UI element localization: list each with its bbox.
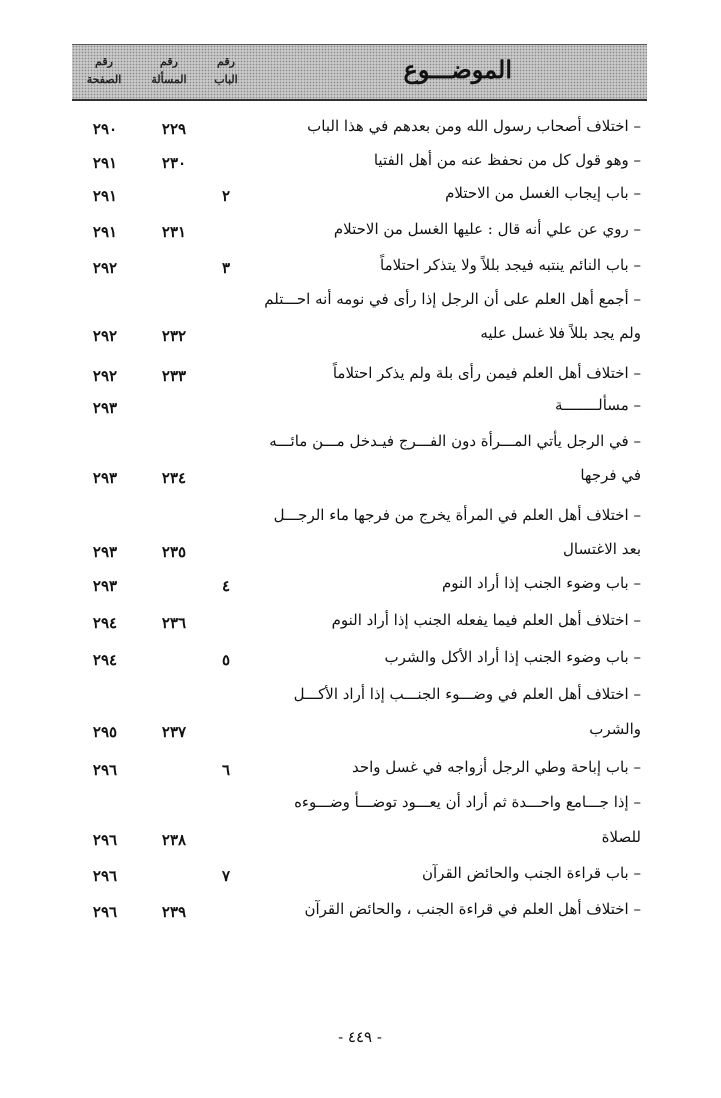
table-row	[72, 642, 647, 672]
topic-text: – اختلاف أهل العلم في وضـــوء الجنـــب إذا أراد الأكـــل	[293, 685, 641, 703]
issue-number: ٢٣٤	[161, 469, 187, 487]
header-chapter-label-2: الباب	[214, 73, 238, 86]
chapter-number: ٥	[221, 651, 231, 669]
page-ref: ٢٩١	[92, 187, 118, 205]
table-row	[72, 214, 647, 244]
table-row	[72, 568, 647, 598]
page-ref: ٢٩٢	[92, 367, 118, 385]
topic-text: بعد الاغتسال	[563, 540, 641, 558]
page-ref: ٢٩٤	[92, 651, 118, 669]
chapter-number: ٤	[221, 577, 231, 595]
issue-number: ٢٣٩	[161, 903, 187, 921]
table-row	[72, 284, 647, 314]
topic-text: – باب إيجاب الغسل من الاحتلام	[445, 184, 641, 202]
topic-text: – أجمع أهل العلم على أن الرجل إذا رأى في نومه أنه احـــتلم	[264, 290, 641, 308]
table-row	[72, 822, 647, 852]
chapter-number: ٣	[221, 259, 231, 277]
header-page-label-2: الصفحة	[86, 73, 122, 86]
table-row	[72, 318, 647, 348]
topic-text: – اختلاف أهل العلم فيما يفعله الجنب إذا أراد النوم	[331, 611, 641, 629]
header-chapter-column	[204, 53, 248, 89]
topic-text: والشرب	[589, 720, 641, 738]
page-ref: ٢٩٥	[92, 723, 118, 741]
topic-text: ولم يجد بللاً فلا غسل عليه	[480, 324, 641, 342]
topic-text: في فرجها	[580, 466, 641, 484]
issue-number: ٢٢٩	[161, 120, 187, 138]
table-row	[72, 500, 647, 530]
topic-text: – باب النائم ينتبه فيجد بللاً ولا يتذكر احتلاماً	[380, 256, 641, 274]
page-ref: ٢٩٦	[92, 867, 118, 885]
issue-number: ٢٣٨	[161, 831, 187, 849]
topic-text: – باب وضوء الجنب إذا أراد الأكل والشرب	[384, 648, 641, 666]
table-row	[72, 460, 647, 490]
chapter-number: ٧	[221, 867, 231, 885]
table-header	[72, 44, 647, 101]
header-title: الموضـــوع	[403, 55, 512, 84]
page-ref: ٢٩٣	[92, 543, 118, 561]
page-ref: ٢٩١	[92, 223, 118, 241]
topic-text: – اختلاف أهل العلم في المرأة يخرج من فرجها ماء الرجـــل	[273, 506, 641, 524]
table-row	[72, 679, 647, 709]
topic-text: – مسألــــــــة	[554, 396, 641, 414]
issue-number: ٢٣١	[161, 223, 187, 241]
page-ref: ٢٩٣	[92, 399, 118, 417]
issue-number: ٢٣٦	[161, 614, 187, 632]
header-issue-column	[138, 53, 200, 89]
issue-number: ٢٣٢	[161, 327, 187, 345]
table-row	[72, 390, 647, 420]
page-ref: ٢٩٦	[92, 831, 118, 849]
header-issue-label-2: المسألة	[151, 73, 187, 86]
chapter-number: ٦	[221, 761, 231, 779]
page-ref: ٢٩٢	[92, 259, 118, 277]
issue-number: ٢٣٠	[161, 154, 187, 172]
table-row	[72, 178, 647, 208]
page-ref: ٢٩١	[92, 154, 118, 172]
topic-text: – إذا جـــامع واحـــدة ثم أراد أن يعـــود توضـــأ وضـــوءه	[294, 793, 641, 811]
page-ref: ٢٩٦	[92, 903, 118, 921]
topic-text: – باب وضوء الجنب إذا أراد النوم	[441, 574, 641, 592]
table-row	[72, 787, 647, 817]
header-page-label-1: رقم	[95, 55, 113, 68]
topic-text: – في الرجل يأتي المـــرأة دون الفـــرج فيـدخل مـــن مائـــه	[269, 432, 641, 450]
topic-text: – باب إباحة وطي الرجل أزواجه في غسل واحد	[351, 758, 641, 776]
topic-text: – اختلاف أهل العلم فيمن رأى بلة ولم يذكر احتلاماً	[332, 364, 641, 382]
header-chapter-label-1: رقم	[217, 55, 235, 68]
page-ref: ٢٩٠	[92, 120, 118, 138]
table-row	[72, 250, 647, 280]
page-ref: ٢٩٦	[92, 761, 118, 779]
issue-number: ٢٣٣	[161, 367, 187, 385]
table-row	[72, 605, 647, 635]
topic-text: للصلاة	[601, 828, 641, 846]
header-page-column	[76, 53, 132, 89]
table-row	[72, 752, 647, 782]
topic-text: – باب قراءة الجنب والحائض القرآن	[422, 864, 641, 882]
table-row	[72, 111, 647, 141]
topic-text: – اختلاف أهل العلم في قراءة الجنب ، والحائض القرآن	[304, 900, 641, 918]
topic-text: – اختلاف أصحاب رسول الله ومن بعدهم في هذا الباب	[307, 117, 641, 135]
page-ref: ٢٩٤	[92, 614, 118, 632]
topic-text: – روي عن علي أنه قال : عليها الغسل من الاحتلام	[333, 220, 641, 238]
table-row	[72, 858, 647, 888]
topic-text: – وهو قول كل من نحفظ عنه من أهل الفتيا	[373, 151, 641, 169]
table-row	[72, 894, 647, 924]
issue-number: ٢٣٥	[161, 543, 187, 561]
table-row	[72, 534, 647, 564]
page-ref: ٢٩٣	[92, 577, 118, 595]
table-row	[72, 358, 647, 388]
page-ref: ٢٩٢	[92, 327, 118, 345]
page-number: - ٤٤٩ -	[338, 1028, 382, 1046]
issue-number: ٢٣٧	[161, 723, 187, 741]
table-row	[72, 426, 647, 456]
page-ref: ٢٩٣	[92, 469, 118, 487]
chapter-number: ٢	[221, 187, 231, 205]
table-row	[72, 145, 647, 175]
header-issue-label-1: رقم	[160, 55, 178, 68]
table-row	[72, 714, 647, 744]
